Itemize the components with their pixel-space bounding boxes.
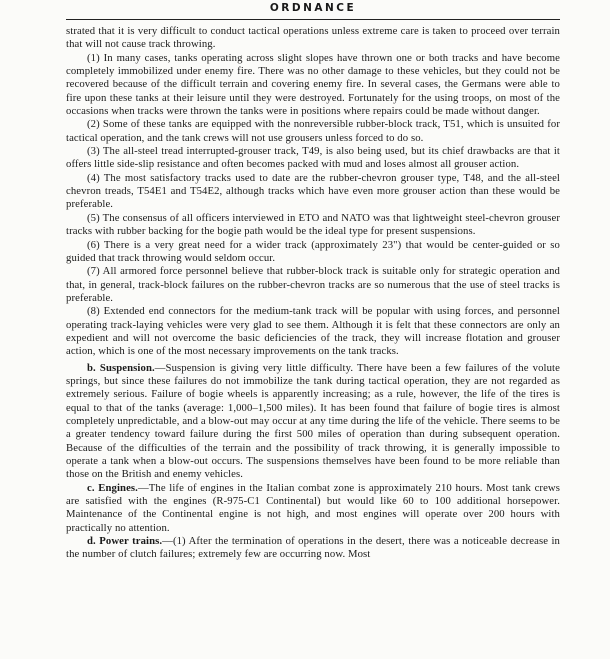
track-item-8: (8) Extended end connectors for the medium-tank track will be popular with using forces, and personnel operating track-laying vehicles were very glad to see them. Although it is felt that these connectors are only an expedient and will not overcome the basic deficiencies of the track, they will increase flotation and grouser action, which is one of the most necessary improvements on the tank tracks. (66, 305, 560, 358)
track-item-4: (4) The most satisfactory tracks used to date are the rubber-chevron grouser type, T48, and the all-steel chevron treads, T54E1 and T54E2, although tracks which have even more grouser action than these would be preferable. (66, 171, 560, 211)
header-title: ORDNANCE (269, 2, 357, 14)
track-item-1: (1) In many cases, tanks operating across slight slopes have thrown one or both tracks and have become completely immobilized under enemy fire. There was no other damage to these vehicles, but they could not be recovered because of the difficult terrain and covering enemy fire. In several cases, the Germans were able to fire upon these tanks at their leisure until they were destroyed. Fortunately for the using troops, on most of the occasions when tracks were thrown the tanks were in positions where repairs could be made without danger. (66, 51, 560, 118)
section-text: —(1) After the termination of operations in the desert, there was a noticeable decrease in the number of clutch failures; extremely few are occurring now. Most (66, 535, 560, 561)
track-item-2: (2) Some of these tanks are equipped with the nonreversible rubber-block track, T51, which is unsuited for tactical operation, and the tank crews will not use grousers unless forced to do so. (66, 118, 560, 144)
page-header (66, 0, 560, 20)
section-text: —The life of engines in the Italian combat zone is approximately 210 hours. Most tank crews are satisfied with the engines (R-975-C1 Continental) but would like 60 to 100 additional horsepower. Maintenance of the Continental engine is not high, and most engines will operate over 200 hours with practically no attention. (66, 481, 560, 534)
track-item-7: (7) All armored force personnel believe that rubber-block track is suitable only for strategic operation and that, in general, track-block failures on the rubber-chevron tracks are so numerous that the use of steel tracks is preferable. (66, 265, 560, 304)
continuation-paragraph: strated that it is very difficult to conduct tactical operations unless extreme care is taken to proceed over terrain that will not cause track throwing. (66, 25, 560, 51)
section-power-trains (66, 535, 560, 562)
section-heading: c. Engines. (87, 481, 138, 494)
section-text: —Suspension is giving very little difficulty. There have been a few failures of the volute springs, but since these failures do not immobilize the tank during tactical operation, they are not regarded as extremely serious. Failure of bogie wheels is apparently increasing; as a rule, however, the life of the tires is equal to that of the tanks (average: 1,000–1,500 miles). It has been found that failure of bogie tires is almost completely unpredictable, and a blow-out may occur at any time during the life of the vehicle. There seems to be a greater tendency toward failure during the first 500 miles of operation than during subsequent operation. Because of the difficulties of the terrain and the possibility of track throwing, it is generally impossible to operate a tank when a blow-out occurs. The suspensions themselves have been found to be more reliable than those on the British and enemy vehicles. (66, 361, 560, 481)
track-item-3: (3) The all-steel tread interrupted-grouser track, T49, is also being used, but its chief drawbacks are that it offers little side-slip resistance and often becomes packed with mud and loses almost all grouser action. (66, 145, 560, 171)
section-heading: d. Power trains. (87, 535, 163, 548)
track-item-6: (6) There is a very great need for a wider track (approximately 23") that would be center-guided or so guided that track throwing would seldom occur. (66, 238, 560, 264)
section-suspension (66, 362, 560, 482)
section-engines (66, 482, 560, 535)
track-item-5: (5) The consensus of all officers interviewed in ETO and NATO was that lightweight steel-chevron grouser tracks with rubber backing for the bogie path would be the ideal type for present suspensions. (66, 211, 560, 238)
section-heading: b. Suspension. (87, 361, 155, 374)
body-text (66, 25, 560, 562)
